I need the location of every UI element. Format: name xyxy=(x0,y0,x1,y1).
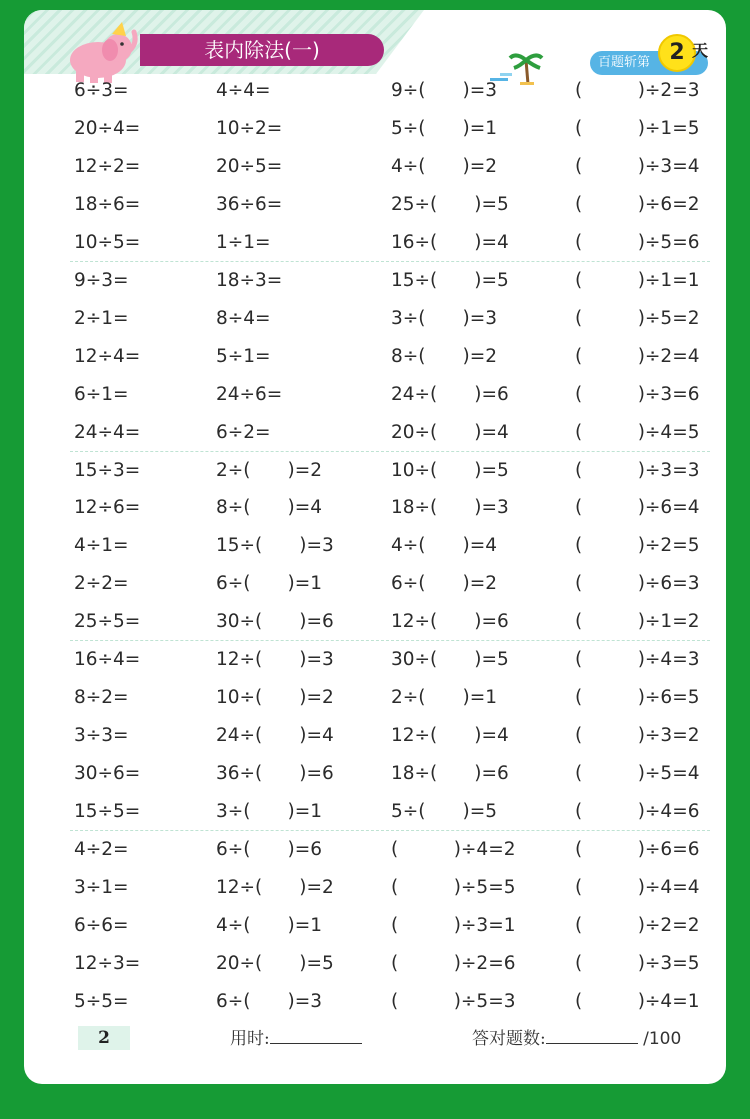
problem-cell[interactable]: 5÷( )=1 xyxy=(391,117,497,139)
problem-cell[interactable]: 2÷( )=2 xyxy=(216,459,322,481)
problem-cell[interactable]: ( )÷6=3 xyxy=(575,573,700,595)
problem-cell[interactable]: ( )÷6=5 xyxy=(575,687,700,709)
problem-cell[interactable]: 3÷3= xyxy=(74,725,129,747)
problem-cell[interactable]: 9÷3= xyxy=(74,269,129,291)
problem-row xyxy=(24,338,726,376)
problem-row xyxy=(24,300,726,338)
problem-cell[interactable]: 2÷1= xyxy=(74,307,129,329)
problem-cell[interactable]: ( )÷3=5 xyxy=(575,952,700,974)
problem-cell[interactable]: ( )÷2=5 xyxy=(575,535,700,557)
problem-cell[interactable]: 8÷( )=4 xyxy=(216,497,322,519)
problem-cell[interactable]: 2÷( )=1 xyxy=(391,687,497,709)
problem-row xyxy=(24,755,726,793)
score-field xyxy=(472,1026,681,1052)
problem-row xyxy=(24,376,726,414)
problem-row xyxy=(24,527,726,565)
time-label: 用时: xyxy=(230,1029,270,1049)
problem-cell[interactable]: 24÷( )=6 xyxy=(391,383,509,405)
problem-row xyxy=(24,224,726,262)
problem-row xyxy=(24,186,726,224)
score-label: 答对题数: xyxy=(472,1029,546,1049)
problem-cell[interactable]: ( )÷2=3 xyxy=(575,80,700,101)
problem-cell[interactable]: ( )÷4=4 xyxy=(575,876,700,898)
problem-cell[interactable]: ( )÷3=4 xyxy=(575,155,700,177)
problem-cell[interactable]: 6÷( )=2 xyxy=(391,573,497,595)
problem-cell[interactable]: 5÷( )=5 xyxy=(391,801,497,823)
score-total: /100 xyxy=(643,1029,682,1049)
problem-row xyxy=(24,945,726,983)
problem-cell[interactable]: 6÷2= xyxy=(216,421,271,443)
problem-cell[interactable]: ( )÷1=2 xyxy=(575,611,700,633)
problem-row xyxy=(24,262,726,300)
problem-cell[interactable]: 5÷5= xyxy=(74,990,129,1012)
problem-cell[interactable]: 12÷( )=4 xyxy=(391,725,509,747)
problem-cell[interactable]: 8÷( )=2 xyxy=(391,345,497,367)
problem-cell[interactable]: ( )÷3=6 xyxy=(575,383,700,405)
problem-cell[interactable]: ( )÷2=4 xyxy=(575,345,700,367)
problem-cell[interactable]: 15÷3= xyxy=(74,459,141,481)
problem-cell[interactable]: 8÷2= xyxy=(74,687,129,709)
problem-cell[interactable]: 12÷2= xyxy=(74,155,141,177)
problem-cell[interactable]: 12÷( )=3 xyxy=(216,649,334,671)
problem-cell[interactable]: 20÷4= xyxy=(74,117,141,139)
problem-cell[interactable]: 6÷6= xyxy=(74,914,129,936)
problem-cell[interactable]: 18÷( )=3 xyxy=(391,497,509,519)
problem-cell[interactable]: ( )÷3=1 xyxy=(391,914,516,936)
problem-row xyxy=(24,603,726,641)
problem-cell[interactable]: 10÷2= xyxy=(216,117,283,139)
problem-cell[interactable]: ( )÷6=4 xyxy=(575,497,700,519)
problem-row xyxy=(24,793,726,831)
problem-cell[interactable]: ( )÷4=5 xyxy=(575,421,700,443)
problem-cell[interactable]: 10÷( )=5 xyxy=(391,459,509,481)
problem-row xyxy=(24,679,726,717)
problem-cell[interactable]: 18÷6= xyxy=(74,193,141,215)
problem-cell[interactable]: ( )÷5=3 xyxy=(391,990,516,1012)
problem-cell[interactable]: 12÷3= xyxy=(74,952,141,974)
problem-row xyxy=(24,72,726,110)
problem-cell[interactable]: ( )÷4=2 xyxy=(391,839,516,860)
problem-cell[interactable]: 1÷1= xyxy=(216,231,271,253)
problem-cell[interactable]: 12÷( )=2 xyxy=(216,876,334,898)
problem-row xyxy=(24,414,726,452)
problem-cell[interactable]: ( )÷6=2 xyxy=(575,193,700,215)
problem-row xyxy=(24,831,726,869)
worksheet-page xyxy=(24,10,726,1084)
problem-cell[interactable]: 5÷1= xyxy=(216,345,271,367)
score-blank[interactable] xyxy=(546,1029,638,1044)
problem-cell[interactable]: ( )÷3=2 xyxy=(575,725,700,747)
problem-cell[interactable]: ( )÷4=3 xyxy=(575,649,700,671)
problem-row xyxy=(24,717,726,755)
problem-row xyxy=(24,110,726,148)
problem-cell[interactable]: ( )÷5=6 xyxy=(575,231,700,253)
page-title: 表内除法(一) xyxy=(140,34,384,66)
time-blank[interactable] xyxy=(270,1029,362,1044)
problem-cell[interactable]: 15÷( )=3 xyxy=(216,535,334,557)
problem-cell[interactable]: 16÷4= xyxy=(74,649,141,671)
problem-cell[interactable]: 15÷( )=5 xyxy=(391,269,509,291)
problem-cell[interactable]: 4÷( )=2 xyxy=(391,155,497,177)
problem-row xyxy=(24,452,726,490)
problem-cell[interactable]: 9÷( )=3 xyxy=(391,80,497,101)
problem-cell[interactable]: ( )÷2=2 xyxy=(575,914,700,936)
day-number: 2 xyxy=(658,34,696,72)
problem-cell[interactable]: 8÷4= xyxy=(216,307,271,329)
badge-label: 百题斩第 xyxy=(598,55,651,70)
problem-cell[interactable]: ( )÷1=5 xyxy=(575,117,700,139)
problem-cell[interactable]: 6÷( )=3 xyxy=(216,990,322,1012)
problem-cell[interactable]: 6÷1= xyxy=(74,383,129,405)
problem-cell[interactable]: 30÷( )=6 xyxy=(216,611,334,633)
problem-cell[interactable]: ( )÷1=1 xyxy=(575,269,700,291)
problem-cell[interactable]: ( )÷6=6 xyxy=(575,839,700,860)
problem-cell[interactable]: 18÷( )=6 xyxy=(391,763,509,785)
problem-cell[interactable]: 12÷4= xyxy=(74,345,141,367)
problem-row xyxy=(24,489,726,527)
problem-cell[interactable]: 4÷( )=4 xyxy=(391,535,497,557)
problem-cell[interactable]: 24÷4= xyxy=(74,421,141,443)
problem-cell[interactable]: 18÷3= xyxy=(216,269,283,291)
problem-row xyxy=(24,869,726,907)
problem-row xyxy=(24,148,726,186)
problem-cell[interactable]: 25÷( )=5 xyxy=(391,193,509,215)
problem-cell[interactable]: ( )÷4=1 xyxy=(575,990,700,1012)
problem-cell[interactable]: 20÷( )=5 xyxy=(216,952,334,974)
problem-row xyxy=(24,565,726,603)
problem-cell[interactable]: 24÷( )=4 xyxy=(216,725,334,747)
problem-cell[interactable]: ( )÷2=6 xyxy=(391,952,516,974)
problem-cell[interactable]: 25÷5= xyxy=(74,611,141,633)
problem-cell[interactable]: 6÷( )=1 xyxy=(216,573,322,595)
page-number: 2 xyxy=(78,1026,130,1050)
problem-cell[interactable]: ( )÷4=6 xyxy=(575,801,700,823)
problem-cell[interactable]: 15÷5= xyxy=(74,801,141,823)
problem-cell[interactable]: 3÷( )=3 xyxy=(391,307,497,329)
problem-row xyxy=(24,983,726,1021)
problem-cell[interactable]: 16÷( )=4 xyxy=(391,231,509,253)
problem-cell[interactable]: 20÷5= xyxy=(216,155,283,177)
problem-cell[interactable]: 4÷1= xyxy=(74,535,129,557)
problem-cell[interactable]: 10÷( )=2 xyxy=(216,687,334,709)
problem-cell[interactable]: 4÷4= xyxy=(216,80,271,101)
problem-cell[interactable]: 3÷( )=1 xyxy=(216,801,322,823)
problem-cell[interactable]: 2÷2= xyxy=(74,573,129,595)
problem-row xyxy=(24,907,726,945)
problem-cell[interactable]: ( )÷3=3 xyxy=(575,459,700,481)
problem-cell[interactable]: 10÷5= xyxy=(74,231,141,253)
problem-cell[interactable]: 12÷6= xyxy=(74,497,141,519)
problem-cell[interactable]: ( )÷5=4 xyxy=(575,763,700,785)
problem-cell[interactable]: 3÷1= xyxy=(74,876,129,898)
problem-cell[interactable]: 36÷6= xyxy=(216,193,283,215)
problem-cell[interactable]: 30÷( )=5 xyxy=(391,649,509,671)
problem-cell[interactable]: 30÷6= xyxy=(74,763,141,785)
day-label: 天 xyxy=(692,41,709,60)
problem-cell[interactable]: 20÷( )=4 xyxy=(391,421,509,443)
problem-cell[interactable]: ( )÷5=2 xyxy=(575,307,700,329)
problem-cell[interactable]: 6÷( )=6 xyxy=(216,839,322,860)
time-field xyxy=(230,1026,362,1052)
problem-cell[interactable]: 36÷( )=6 xyxy=(216,763,334,785)
problem-cell[interactable]: 4÷2= xyxy=(74,839,129,860)
problem-cell[interactable]: 6÷3= xyxy=(74,80,129,101)
problem-cell[interactable]: 12÷( )=6 xyxy=(391,611,509,633)
problem-cell[interactable]: 24÷6= xyxy=(216,383,283,405)
problem-cell[interactable]: ( )÷5=5 xyxy=(391,876,516,898)
problem-row xyxy=(24,641,726,679)
problem-cell[interactable]: 4÷( )=1 xyxy=(216,914,322,936)
